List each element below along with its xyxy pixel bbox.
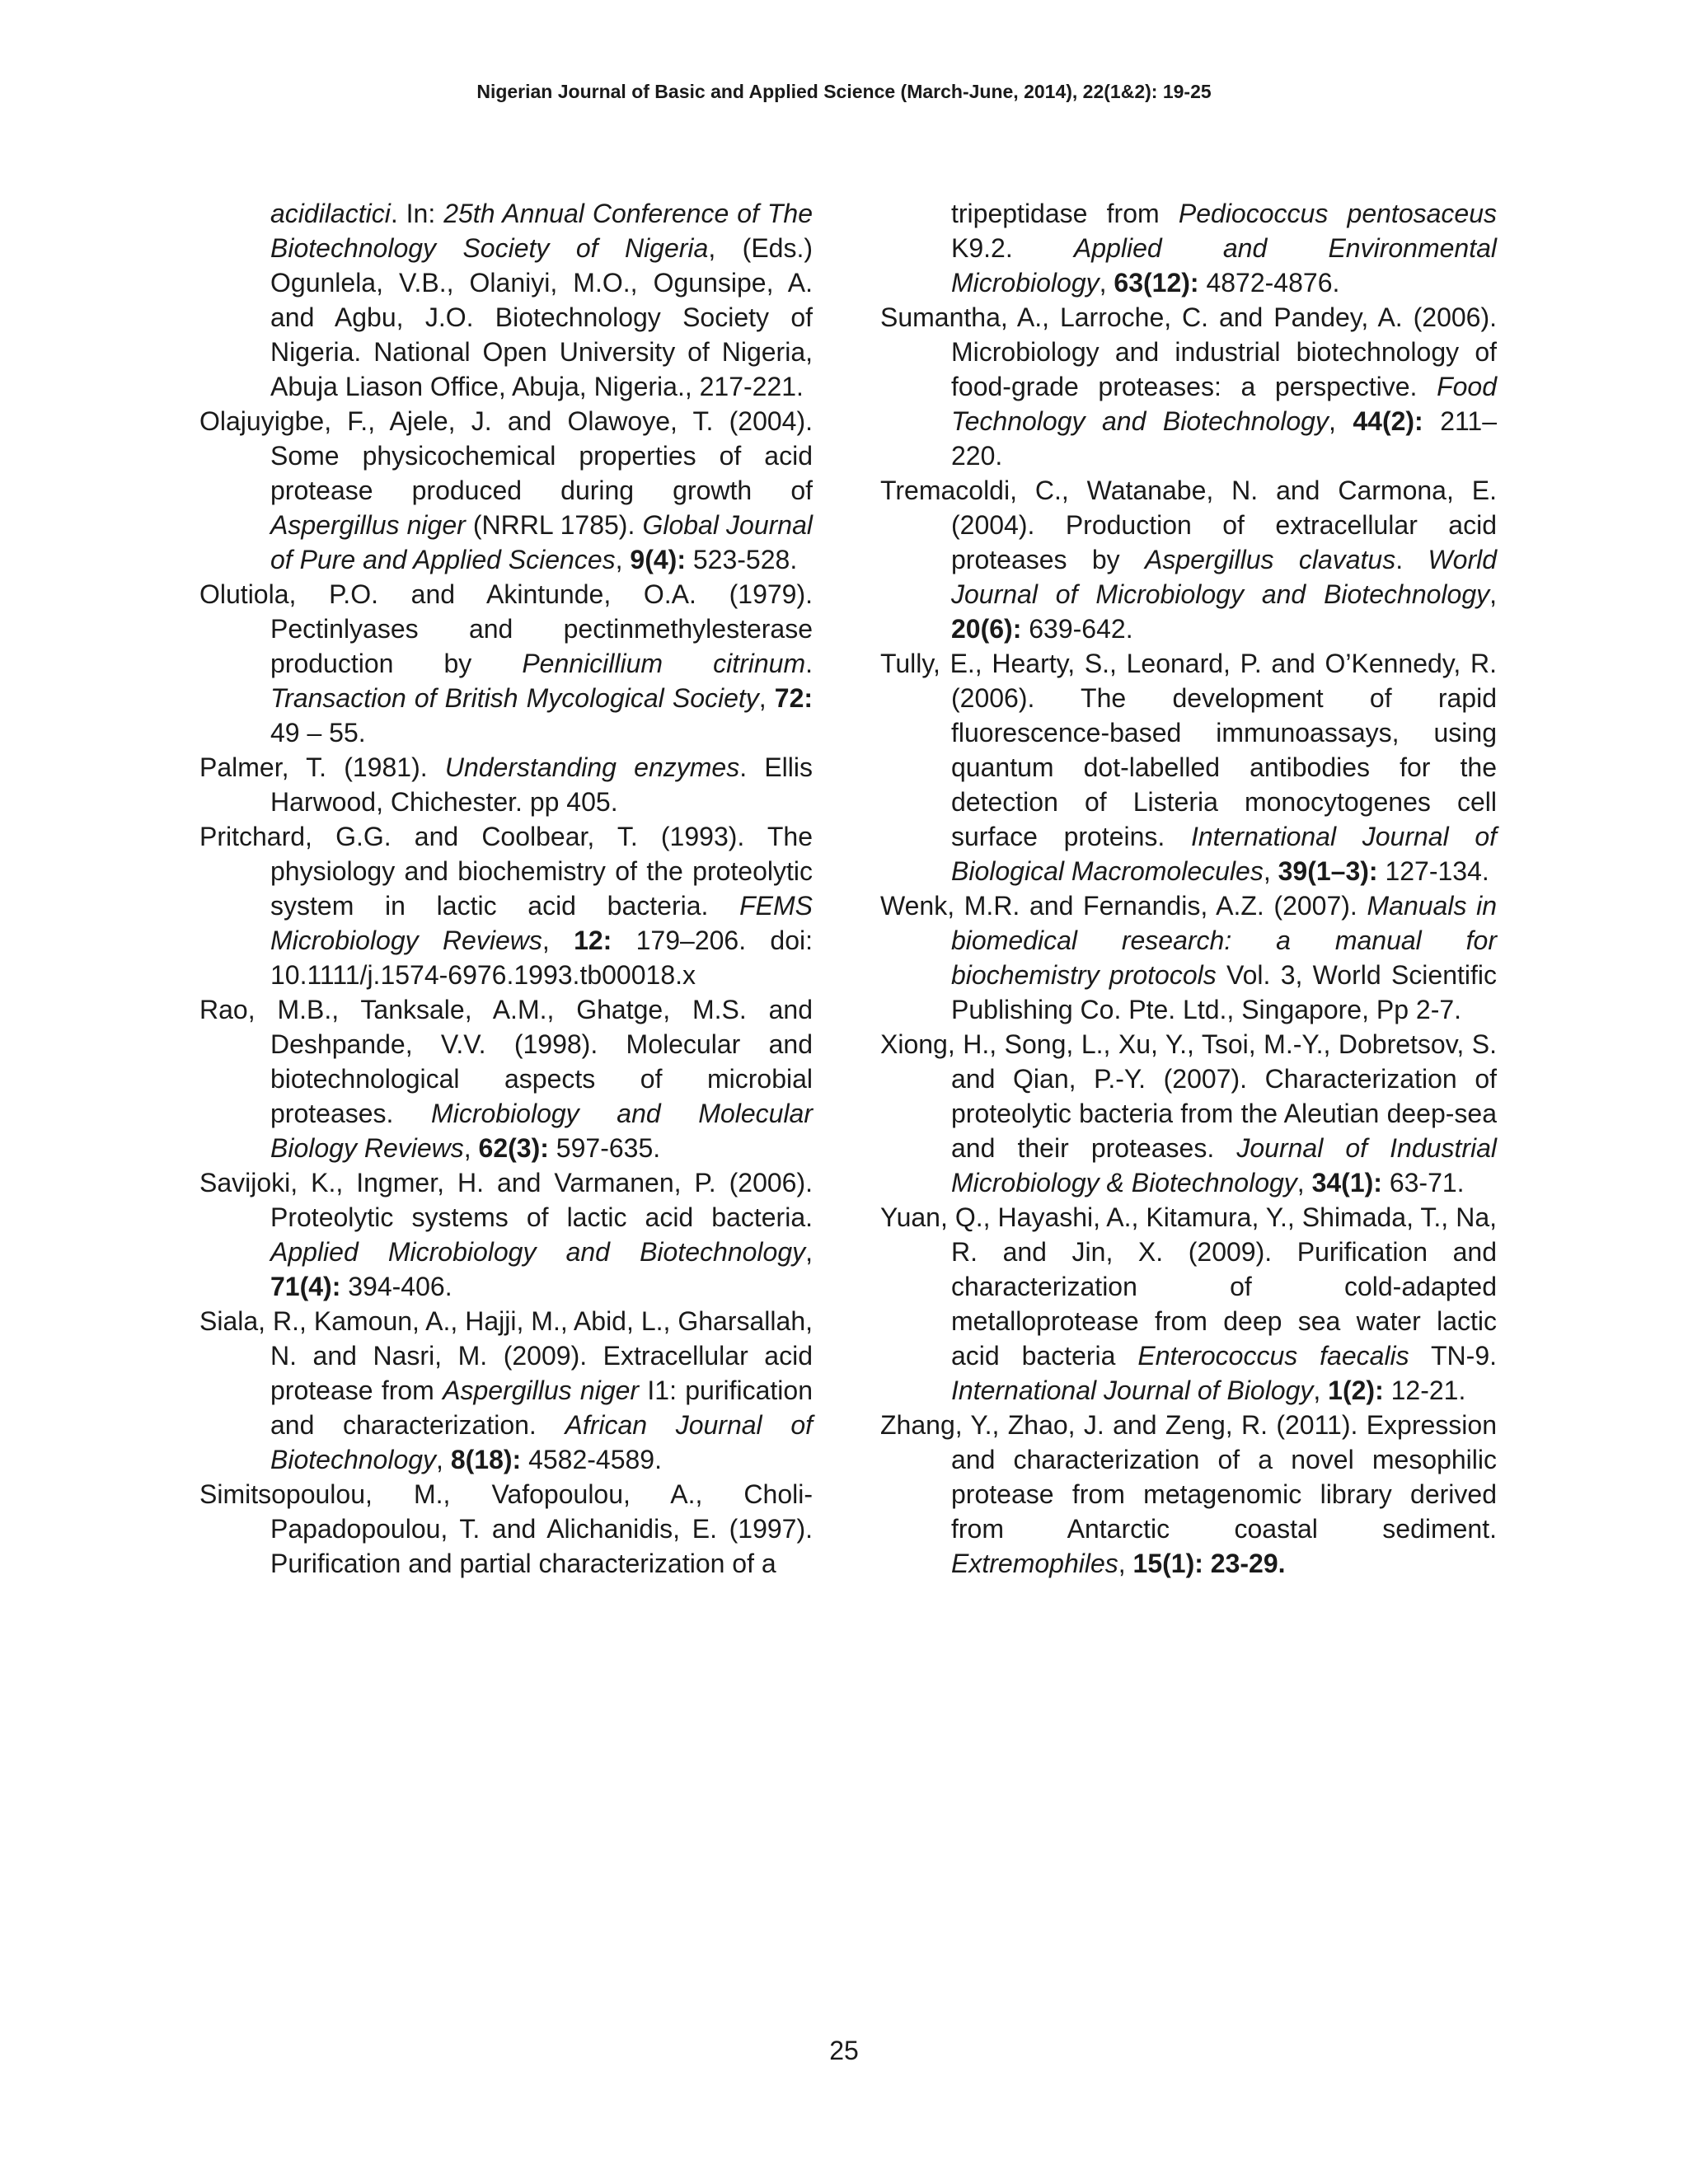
references-right-column xyxy=(880,196,1497,1581)
bold-text: 71(4): xyxy=(270,1272,341,1301)
italic-text: Aspergillus niger xyxy=(270,510,466,540)
italic-text: Aspergillus niger xyxy=(443,1376,640,1405)
reference-text: Tully, E., Hearty, S., Leonard, P. and O’Kennedy, R. (2006). The development of rapid fluorescence-based immunoassays, using quantum dot-labelled antibodies for the detection of Listeria monocytogenes cell surface proteins. xyxy=(880,649,1497,851)
italic-text: Applied Microbiology and Biotechnology xyxy=(270,1237,806,1267)
reference-text: , xyxy=(805,1237,813,1267)
reference-text: . Ellis Harwood, Chichester. pp 405. xyxy=(270,752,814,817)
reference-entry xyxy=(199,404,813,577)
reference-text: Wenk, M.R. and Fernandis, A.Z. (2007). xyxy=(880,891,1367,921)
reference-text: 179–206. doi: 10.1111/j.1574-6976.1993.tb00018.x xyxy=(270,926,813,990)
reference-text: 4582-4589. xyxy=(521,1445,662,1474)
reference-entry xyxy=(880,300,1497,473)
reference-text: 49 – 55. xyxy=(270,718,366,748)
reference-text: Zhang, Y., Zhao, J. and Zeng, R. (2011). Expression and characterization of a novel mesophilic protease from metagenomic library derived from Antarctic coastal sediment. xyxy=(880,1410,1497,1544)
italic-text: Understanding enzymes xyxy=(444,752,740,782)
reference-entry xyxy=(880,1408,1497,1581)
reference-text: , xyxy=(542,926,574,955)
italic-text: Enterococcus faecalis xyxy=(1137,1341,1409,1371)
italic-text: Food Technology and Biotechnology xyxy=(951,372,1497,436)
reference-entry xyxy=(199,1477,813,1581)
reference-text: . xyxy=(805,649,814,678)
reference-continuation xyxy=(199,196,813,404)
reference-text: Rao, M.B., Tanksale, A.M., Ghatge, M.S. and Deshpande, V.V. (1998). Molecular and biotechnological aspects of microbial proteases. xyxy=(199,995,813,1128)
reference-text: TN-9. xyxy=(1409,1341,1498,1371)
reference-text: , xyxy=(615,545,631,574)
italic-text: Transaction of British Mycological Society xyxy=(270,683,759,713)
italic-text: Pennicillium citrinum xyxy=(522,649,806,678)
bold-text: 8(18): xyxy=(450,1445,522,1474)
bold-text: 72: xyxy=(774,683,814,713)
reference-text: , xyxy=(1118,1549,1133,1578)
reference-entry xyxy=(880,1200,1497,1408)
italic-text: Extremophiles xyxy=(951,1549,1118,1578)
reference-text: Tremacoldi, C., Watanabe, N. and Carmona, E. (2004). Production of extracellular acid proteases by xyxy=(880,476,1497,574)
italic-text: International Journal of Biological Macromolecules xyxy=(951,822,1497,886)
reference-text: Siala, R., Kamoun, A., Hajji, M., Abid, L., Gharsallah, N. and Nasri, M. (2009). Extracellular acid protease from xyxy=(199,1306,813,1405)
running-head: Nigerian Journal of Basic and Applied Science (March-June, 2014), 22(1&2): 19-25 xyxy=(476,81,1212,102)
reference-text: 597-635. xyxy=(548,1133,661,1163)
italic-text: Global Journal of Pure and Applied Sciences xyxy=(270,510,813,574)
reference-text: , xyxy=(1489,579,1497,609)
bold-text: 63(12): xyxy=(1114,268,1199,298)
bold-text: 44(2): xyxy=(1353,406,1423,436)
reference-text: , xyxy=(758,683,775,713)
reference-entry xyxy=(199,992,813,1165)
bold-text: 12: xyxy=(574,926,612,955)
reference-text: Olajuyigbe, F., Ajele, J. and Olawoye, T. (2004). Some physicochemical properties of acid protease produced during growth of xyxy=(199,406,813,505)
italic-text: Journal of Industrial Microbiology & Biotechnology xyxy=(951,1133,1498,1197)
reference-text: Vol. 3, World Scientific Publishing Co. Pte. Ltd., Singapore, Pp 2-7. xyxy=(951,960,1498,1024)
reference-text: 4872-4876. xyxy=(1198,268,1340,298)
reference-text: 127-134. xyxy=(1377,856,1489,886)
reference-entry xyxy=(199,819,813,992)
reference-text: Yuan, Q., Hayashi, A., Kitamura, Y., Shimada, T., Na, R. and Jin, X. (2009). Purification and characterization of cold-adapted metalloprotease from deep sea water lactic acid bacteria xyxy=(880,1202,1497,1371)
reference-text: , (Eds.) Ogunlela, V.B., Olaniyi, M.O., Ogunsipe, A. and Agbu, J.O. Biotechnology Society of Nigeria. National Open University of Nigeria, Abuja Liason Office, Abuja, Nigeria., 217-221. xyxy=(270,233,814,401)
reference-text: . xyxy=(1395,545,1428,574)
reference-text: , xyxy=(1328,406,1353,436)
bold-text: 39(1–3): xyxy=(1278,856,1378,886)
reference-text: 211–220. xyxy=(951,406,1498,471)
reference-text: I1: purification and characterization. xyxy=(270,1376,814,1440)
reference-text: , xyxy=(463,1133,479,1163)
italic-text: Applied and Environmental Microbiology xyxy=(951,233,1498,298)
bold-text: 20(6): xyxy=(951,614,1022,644)
reference-text: 63-71. xyxy=(1381,1168,1465,1197)
italic-text: International Journal of Biology xyxy=(951,1376,1314,1405)
bold-text: 1(2): xyxy=(1328,1376,1384,1405)
reference-entry xyxy=(199,1165,813,1304)
italic-text: Microbiology and Molecular Biology Reviews xyxy=(270,1099,814,1163)
reference-text: , xyxy=(1313,1376,1329,1405)
reference-entry xyxy=(199,1304,813,1477)
reference-entry xyxy=(199,577,813,750)
bold-text: 34(1): xyxy=(1311,1168,1382,1197)
italic-text: African Journal of Biotechnology xyxy=(270,1410,813,1474)
italic-text: FEMS Microbiology Reviews xyxy=(270,891,813,955)
reference-text: Simitsopoulou, M., Vafopoulou, A., Choli-Papadopoulou, T. and Alichanidis, E. (1997). Purification and partial characterization of a xyxy=(199,1479,813,1578)
reference-text: (NRRL 1785). xyxy=(465,510,643,540)
bold-text: 15(1): 23-29. xyxy=(1132,1549,1286,1578)
reference-entry xyxy=(199,750,813,819)
reference-text: Palmer, T. (1981). xyxy=(199,752,445,782)
italic-text: acidilactici xyxy=(270,199,391,228)
reference-text: K9.2. xyxy=(951,233,1074,263)
reference-text: Xiong, H., Song, L., Xu, Y., Tsoi, M.-Y., Dobretsov, S. and Qian, P.-Y. (2007). Characterization of proteolytic bacteria from the Aleutian deep-sea and their proteases. xyxy=(880,1029,1497,1163)
reference-text: , xyxy=(436,1445,451,1474)
reference-text: , xyxy=(1099,268,1114,298)
reference-entry xyxy=(880,888,1497,1027)
reference-entry xyxy=(880,473,1497,646)
bold-text: 62(3): xyxy=(478,1133,549,1163)
references-left-column xyxy=(199,196,813,1581)
reference-text: tripeptidase from xyxy=(951,199,1179,228)
reference-entry xyxy=(880,1027,1497,1200)
reference-text: 394-406. xyxy=(340,1272,452,1301)
italic-text: Aspergillus clavatus xyxy=(1144,545,1396,574)
reference-text: , xyxy=(1263,856,1278,886)
reference-text: , xyxy=(1296,1168,1312,1197)
italic-text: World Journal of Microbiology and Biotechnology xyxy=(951,545,1497,609)
page-number: 25 xyxy=(829,2036,859,2065)
italic-text: 25th Annual Conference of The Biotechnology Society of Nigeria xyxy=(270,199,814,263)
reference-text: 523-528. xyxy=(685,545,798,574)
reference-continuation xyxy=(880,196,1497,300)
reference-text: 639-642. xyxy=(1021,614,1133,644)
reference-text: 12-21. xyxy=(1383,1376,1466,1405)
reference-text: Olutiola, P.O. and Akintunde, O.A. (1979). Pectinlyases and pectinmethylesterase production by xyxy=(199,579,813,678)
italic-text: Manuals in biomedical research: a manual for biochemistry protocols xyxy=(951,891,1498,990)
bold-text: 9(4): xyxy=(630,545,686,574)
reference-text: Savijoki, K., Ingmer, H. and Varmanen, P. (2006). Proteolytic systems of lactic acid bacteria. xyxy=(199,1168,813,1232)
reference-text: . In: xyxy=(390,199,444,228)
reference-entry xyxy=(880,646,1497,888)
reference-text: Pritchard, G.G. and Coolbear, T. (1993). The physiology and biochemistry of the proteolytic system in lactic acid bacteria. xyxy=(199,822,813,921)
reference-text: Sumantha, A., Larroche, C. and Pandey, A. (2006). Microbiology and industrial biotechnology of food-grade proteases: a perspective. xyxy=(880,302,1497,401)
italic-text: Pediococcus pentosaceus xyxy=(1178,199,1497,228)
